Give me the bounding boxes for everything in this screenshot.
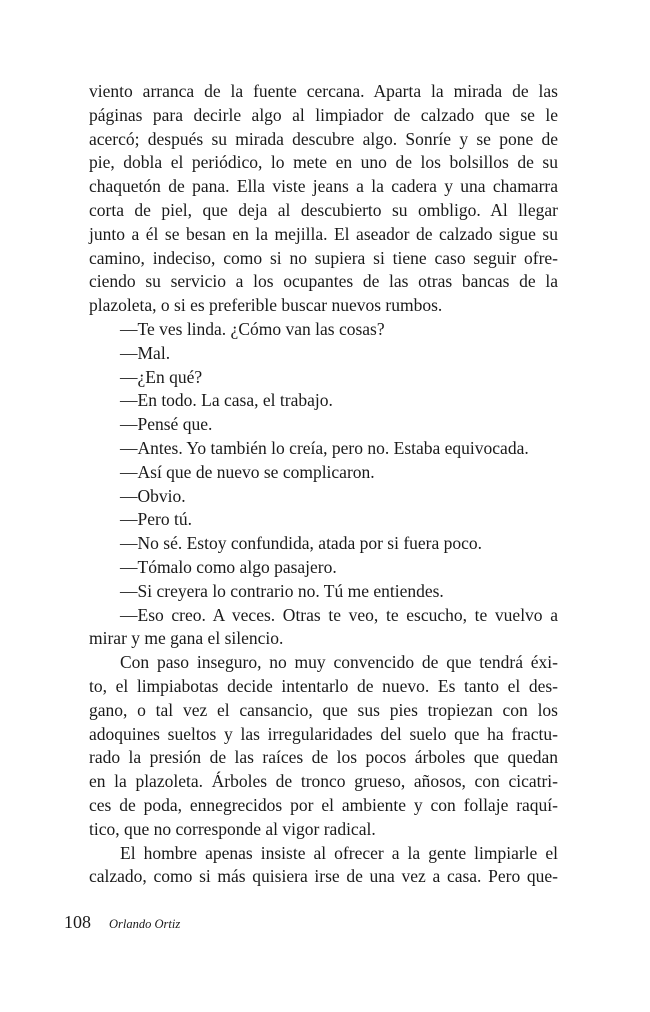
text-line: páginas para decirle algo al limpiador de calzado que se le — [89, 104, 558, 125]
text-line: —Pensé que. — [120, 414, 213, 435]
text-line: calzado, como si más quisiera irse de una vez a casa. Pero que- — [89, 866, 558, 887]
page-number: 108 — [64, 912, 91, 932]
text-line: tico, que no corresponde al vigor radical. — [89, 818, 376, 839]
text-line: en la plazoleta. Árboles de tronco grueso, añosos, con cicatri- — [89, 771, 558, 792]
text-line: pie, dobla el periódico, lo mete en uno de los bolsillos de su — [89, 152, 558, 173]
body-text — [89, 80, 558, 889]
text-line: —Pero tú. — [120, 509, 192, 530]
page-footer — [64, 912, 180, 933]
text-line: adoquines sueltos y las irregularidades del suelo que ha fractu- — [89, 723, 558, 744]
text-line: —Te ves linda. ¿Cómo van las cosas? — [120, 318, 385, 339]
text-line: —¿En qué? — [120, 366, 203, 387]
running-author: Orlando Ortiz — [109, 917, 181, 931]
text-line: camino, indeciso, como si no supiera si tiene caso seguir ofre- — [89, 247, 558, 268]
text-line: acercó; después su mirada descubre algo. Sonríe y se pone de — [89, 128, 558, 149]
text-line: —Mal. — [120, 342, 171, 363]
text-line: chaquetón de pana. Ella viste jeans a la cadera y una chamarra — [89, 176, 558, 197]
text-line: gano, o tal vez el cansancio, que sus pies tropiezan con los — [89, 699, 558, 720]
text-line: rado la presión de las raíces de los pocos árboles que quedan — [89, 747, 558, 768]
text-line: El hombre apenas insiste al ofrecer a la gente limpiarle el — [120, 842, 558, 863]
text-line: junto a él se besan en la mejilla. El aseador de calzado sigue su — [89, 223, 558, 244]
text-line: Con paso inseguro, no muy convencido de que tendrá éxi- — [120, 652, 558, 673]
text-line: ciendo su servicio a los ocupantes de las otras bancas de la — [89, 271, 558, 292]
text-line: —Antes. Yo también lo creía, pero no. Estaba equivocada. — [120, 437, 529, 458]
text-line: viento arranca de la fuente cercana. Aparta la mirada de las — [89, 81, 558, 101]
text-line: to, el limpiabotas decide intentarlo de nuevo. Es tanto el des- — [89, 675, 558, 696]
text-line: —Así que de nuevo se complicaron. — [120, 461, 375, 482]
text-line: —Si creyera lo contrario no. Tú me entiendes. — [120, 580, 444, 601]
text-line: mirar y me gana el silencio. — [89, 628, 284, 649]
text-line: —Obvio. — [120, 485, 186, 506]
text-line: ces de poda, ennegrecidos por el ambiente y con follaje raquí- — [89, 794, 558, 815]
text-line: corta de piel, que deja al descubierto su ombligo. Al llegar — [89, 199, 558, 220]
text-line: —Tómalo como algo pasajero. — [120, 556, 337, 577]
text-line: —No sé. Estoy confundida, atada por si fuera poco. — [120, 533, 483, 554]
text-line: plazoleta, o si es preferible buscar nuevos rumbos. — [89, 295, 443, 316]
text-line: —Eso creo. A veces. Otras te veo, te escucho, te vuelvo a — [120, 604, 558, 625]
text-line: —En todo. La casa, el trabajo. — [120, 390, 333, 411]
